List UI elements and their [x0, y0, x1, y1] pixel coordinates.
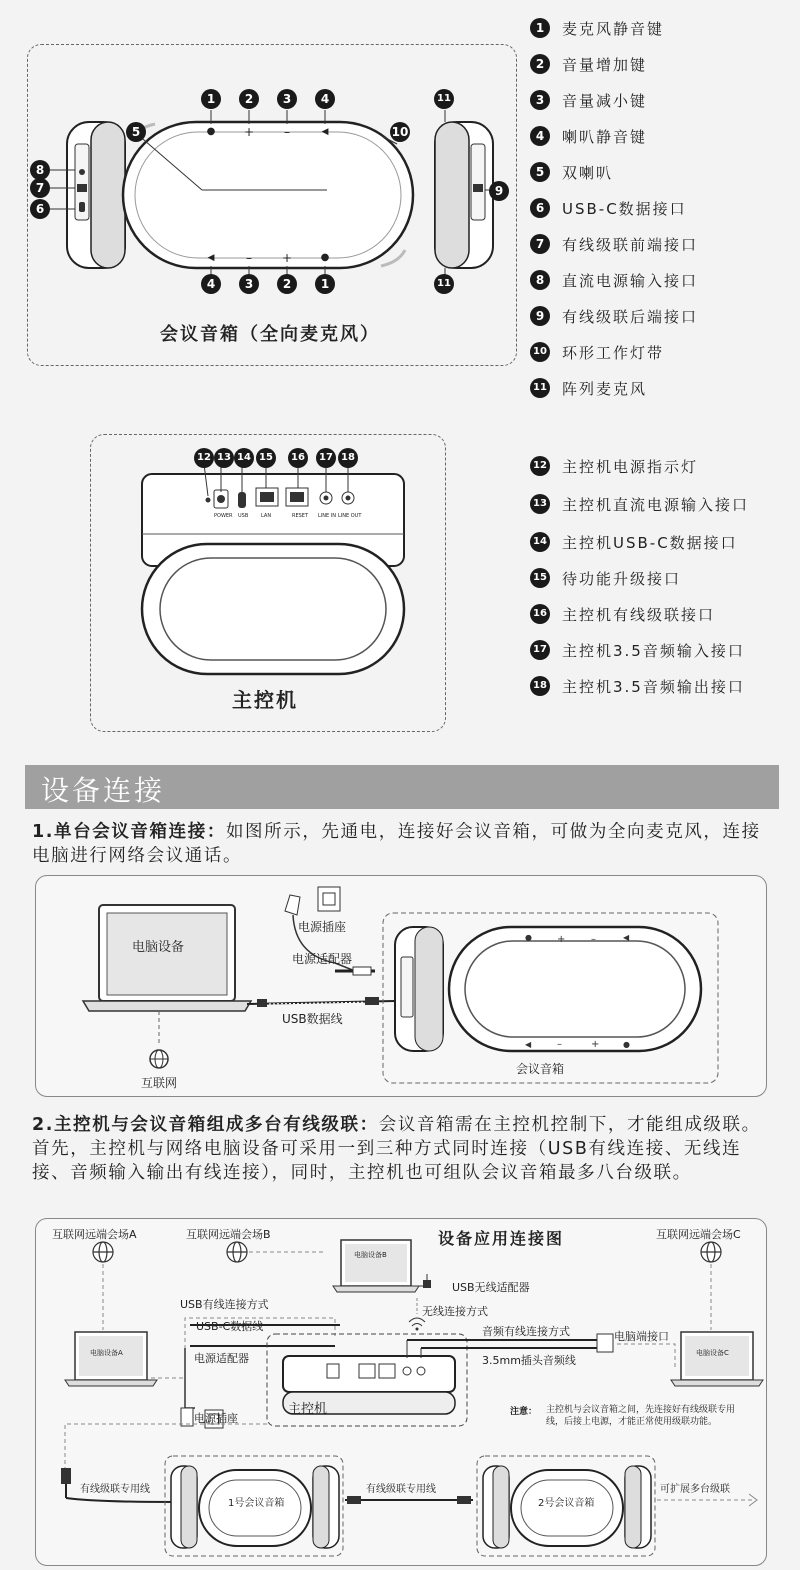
audio-cable-label: 3.5mm插头音频线	[482, 1354, 576, 1367]
cascade-host-label: 主控机	[288, 1402, 328, 1417]
paragraph-single-speaker	[32, 820, 777, 868]
svg-text:–: –	[246, 251, 252, 265]
usb-wired-method-label: USB有线连接方式	[180, 1298, 269, 1311]
svg-text:+: +	[243, 125, 255, 139]
legend-number: 14	[530, 532, 550, 552]
cascade-diagram	[35, 1218, 765, 1564]
expand-label: 可扩展多台级联	[660, 1484, 730, 1495]
legend-number: 5	[530, 162, 550, 182]
legend-number: 13	[530, 494, 550, 514]
port-label-reset: RESET	[292, 513, 309, 519]
svg-text:◀: ◀	[207, 253, 215, 263]
svg-text:●: ●	[320, 252, 330, 263]
callout-1-top: 1	[201, 89, 221, 109]
legend-text: 阵列麦克风	[562, 380, 648, 398]
speaker-caption: 会议音箱（全向麦克风）	[160, 324, 380, 345]
callout-12: 12	[194, 448, 214, 468]
pc-b-label: 电脑设备B	[354, 1251, 387, 1259]
power-adapter-label: 电源适配器	[292, 952, 353, 966]
callout-3-top: 3	[277, 89, 297, 109]
callout-4-bottom: 4	[201, 274, 221, 294]
speaker-label: 会议音箱	[516, 1062, 565, 1076]
usb-wireless-adapter-label: USB无线适配器	[452, 1281, 530, 1294]
legend-number: 17	[530, 640, 550, 660]
port-label-lan: LAN	[261, 513, 272, 519]
callout-16: 16	[288, 448, 308, 468]
legend-number: 3	[530, 90, 550, 110]
legend-number: 10	[530, 342, 550, 362]
note-text: 主控机与会议音箱之间，先连接好有线级联专用线，后接上电源，才能正常使用级联功能。	[546, 1405, 736, 1427]
legend-number: 2	[530, 54, 550, 74]
legend-text: 音量减小键	[562, 92, 648, 110]
cascade-power-socket-label: 电源插座	[194, 1412, 238, 1425]
usb-cable-label: USB数据线	[282, 1012, 343, 1026]
svg-text:+: +	[591, 1039, 600, 1050]
callout-17: 17	[316, 448, 336, 468]
paragraph-2-heading: 2.主控机与会议音箱组成多台有线级联：	[32, 1115, 379, 1135]
callout-14: 14	[234, 448, 254, 468]
section-header-bar	[25, 765, 779, 809]
cascade-power-adapter-label: 电源适配器	[194, 1352, 249, 1365]
usbc-cable-label: USB-C数据线	[196, 1320, 264, 1333]
svg-text:◀: ◀	[525, 1040, 532, 1049]
laptop-label: 电脑设备	[132, 940, 185, 955]
callout-10: 10	[390, 122, 410, 142]
callout-11-bottom: 11	[434, 274, 454, 294]
legend-text: 主控机USB-C数据接口	[562, 534, 738, 552]
legend-number: 15	[530, 568, 550, 588]
paragraph-1-text: 如图所示，先通电，连接好会议音箱，可做为全向麦克风，连接电脑进行网络会议通话。	[32, 822, 761, 866]
svg-text:●: ●	[206, 126, 216, 137]
cascade-cable-2-label: 有线级联专用线	[366, 1484, 436, 1495]
svg-text:–: –	[284, 125, 290, 139]
callout-7: 7	[30, 178, 50, 198]
legend-number: 16	[530, 604, 550, 624]
svg-text:◀: ◀	[623, 933, 630, 942]
legend-text: 主控机有线级联接口	[562, 606, 716, 624]
svg-text:+: +	[281, 251, 293, 265]
legend-number: 1	[530, 18, 550, 38]
callout-5: 5	[126, 122, 146, 142]
legend-number: 6	[530, 198, 550, 218]
callout-18: 18	[338, 448, 358, 468]
pc-a-label: 电脑设备A	[90, 1349, 123, 1357]
legend-text: 有线级联前端接口	[562, 236, 699, 254]
pc-port-label: 电脑端接口	[614, 1330, 669, 1343]
callout-15: 15	[256, 448, 276, 468]
callout-8: 8	[30, 160, 50, 180]
speaker-2-label: 2号会议音箱	[538, 1498, 595, 1509]
legend-text: 主控机3.5音频输入接口	[562, 642, 745, 660]
paragraph-2-text: 会议音箱需在主控机控制下，才能组成级联。首先，主控机与网络电脑设备可采用一到三种方式同时连接（USB有线连接、无线连接、音频输入输出有线连接），同时，主控机也可组队会议音箱最多八台级联。	[32, 1115, 761, 1183]
paragraph-cascade	[32, 1113, 777, 1185]
legend-text: 主控机电源指示灯	[562, 458, 699, 476]
legend-text: 直流电源输入接口	[562, 272, 699, 290]
power-socket-label: 电源插座	[298, 920, 347, 934]
legend-number: 4	[530, 126, 550, 146]
cascade-title: 设备应用连接图	[438, 1229, 565, 1248]
port-label-power: POWER	[214, 513, 233, 519]
legend-number: 18	[530, 676, 550, 696]
legend-number: 12	[530, 456, 550, 476]
port-label-line-in: LINE IN	[318, 513, 336, 519]
svg-text:–: –	[557, 1039, 562, 1050]
callout-6: 6	[30, 199, 50, 219]
section-title: 设备连接	[41, 774, 166, 807]
legend-number: 9	[530, 306, 550, 326]
legend-text: 麦克风静音键	[562, 20, 665, 38]
legend-number: 8	[530, 270, 550, 290]
legend-number: 11	[530, 378, 550, 398]
legend-text: 环形工作灯带	[562, 344, 665, 362]
internet-label: 互联网	[141, 1076, 178, 1090]
legend-text: 待功能升级接口	[562, 570, 682, 588]
svg-text:◀: ◀	[321, 127, 329, 137]
svg-text:+: +	[557, 934, 566, 945]
site-b-label: 互联网远端会场B	[186, 1228, 271, 1241]
host-caption: 主控机	[232, 688, 298, 712]
legend-text: 主控机3.5音频输出接口	[562, 678, 745, 696]
port-label-usb: USB	[238, 513, 249, 519]
legend-text: 音量增加键	[562, 56, 648, 74]
legend-text: USB-C数据接口	[562, 200, 687, 218]
note-title: 注意：	[510, 1407, 538, 1417]
speaker-1-label: 1号会议音箱	[228, 1498, 285, 1509]
port-label-line-out: LINE OUT	[338, 513, 362, 519]
svg-text:–: –	[591, 934, 596, 945]
site-c-label: 互联网远端会场C	[656, 1228, 741, 1241]
legend-number: 7	[530, 234, 550, 254]
callout-4-top: 4	[315, 89, 335, 109]
callout-1-bottom: 1	[315, 274, 335, 294]
audio-wired-method-label: 音频有线连接方式	[482, 1325, 570, 1338]
callout-9: 9	[489, 181, 509, 201]
callout-11-top: 11	[434, 89, 454, 109]
single-connection-diagram	[35, 875, 765, 1095]
legend-text: 喇叭静音键	[562, 128, 648, 146]
legend-text: 双喇叭	[562, 164, 614, 182]
callout-2-top: 2	[239, 89, 259, 109]
svg-text:●: ●	[525, 933, 532, 942]
svg-text:●: ●	[623, 1040, 630, 1049]
site-a-label: 互联网远端会场A	[52, 1228, 137, 1241]
cascade-cable-1-label: 有线级联专用线	[80, 1484, 150, 1495]
pc-c-label: 电脑设备C	[696, 1349, 729, 1357]
legend-text: 有线级联后端接口	[562, 308, 699, 326]
paragraph-1-heading: 1.单台会议音箱连接：	[32, 822, 226, 842]
callout-2-bottom: 2	[277, 274, 297, 294]
wireless-method-label: 无线连接方式	[422, 1305, 488, 1318]
callout-13: 13	[214, 448, 234, 468]
legend-text: 主控机直流电源输入接口	[562, 496, 750, 514]
callout-3-bottom: 3	[239, 274, 259, 294]
